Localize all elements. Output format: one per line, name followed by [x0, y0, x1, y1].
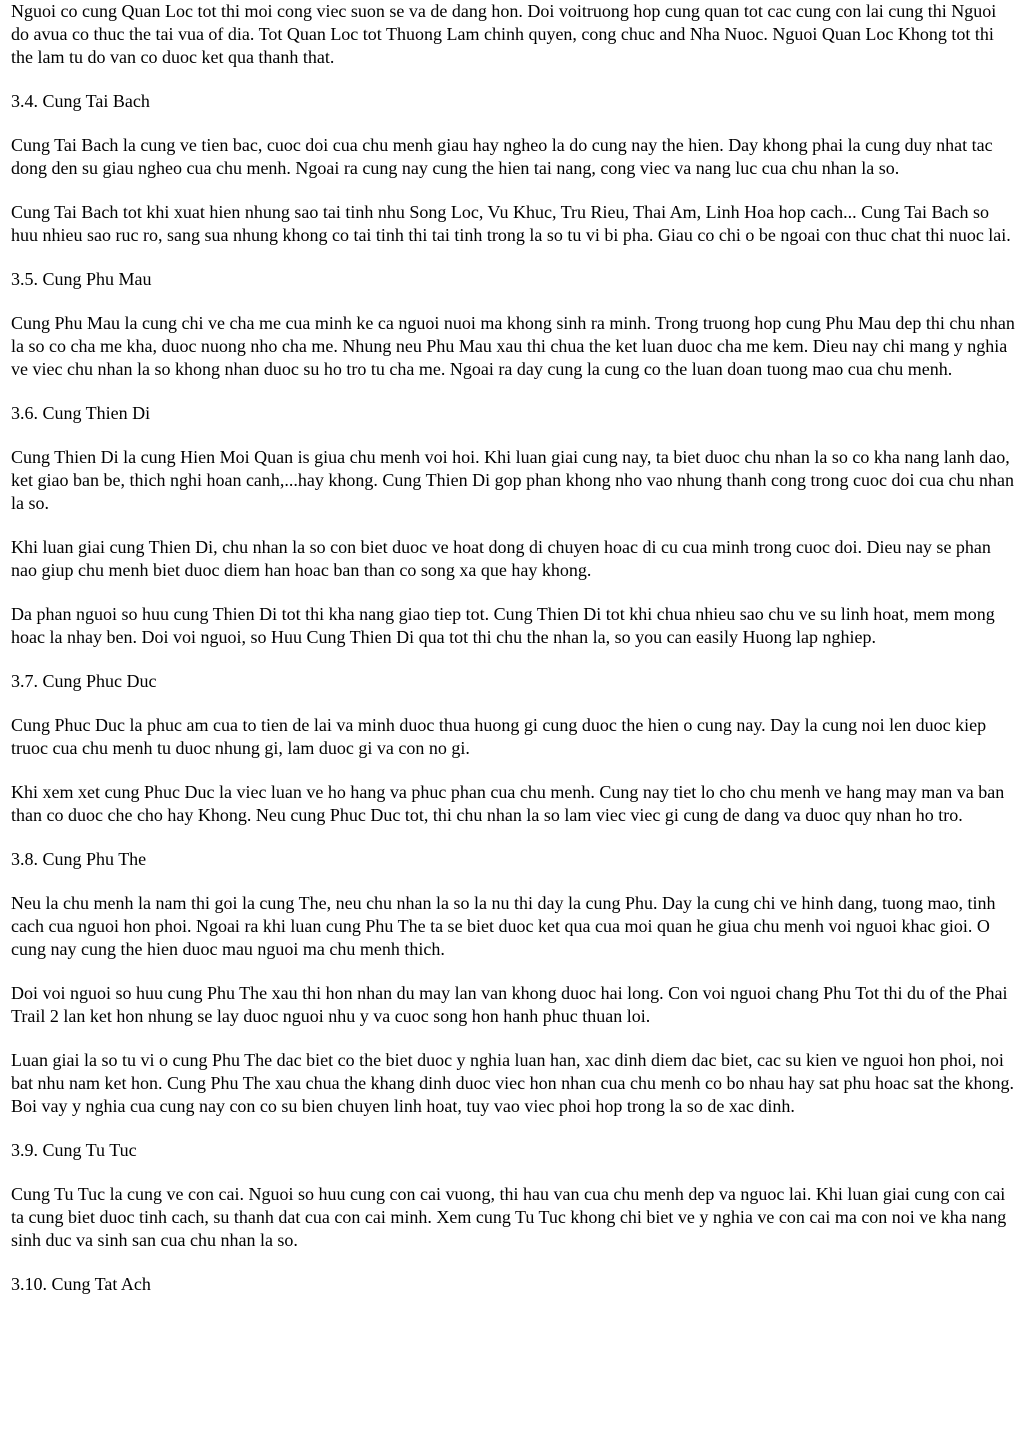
paragraph: Cung Tai Bach la cung ve tien bac, cuoc doi cua chu menh giau hay ngheo la do cung nay the hien. Day khong phai la cung duy nhat tac dong den su giau ngheo cua chu menh. Ngoai ra cung nay cung the hien tai nang, cong viec va nang luc cua chu nhan la so. [11, 135, 993, 178]
section-heading: 3.10. Cung Tat Ach [11, 1274, 151, 1294]
paragraph: Da phan nguoi so huu cung Thien Di tot thi kha nang giao tiep tot. Cung Thien Di tot khi chua nhieu sao chu ve su linh hoat, mem mong hoac la nhay ben. Doi voi nguoi, so Huu Cung Thien Di qua tot thi chu the nhan la, so you can easily Huong lap nghiep. [11, 604, 995, 647]
paragraph: Cung Tu Tuc la cung ve con cai. Nguoi so huu cung con cai vuong, thi hau van cua chu menh dep va nguoc lai. Khi luan giai cung con cai ta cung biet duoc tinh cach, su thanh dat cua con cai minh. Xem cung Tu Tuc khong chi biet ve y nghia ve con cai ma con noi ve kha nang sinh duc va sinh san cua chu nhan la so. [11, 1184, 1007, 1250]
paragraph: Cung Phuc Duc la phuc am cua to tien de lai va minh duoc thua huong gi cung duoc the hien o cung nay. Day la cung noi len duoc kiep truoc cua chu menh tu duoc nhung gi, lam duoc gi va con no gi. [11, 715, 987, 758]
document-body [11, 0, 1017, 1317]
paragraph: Cung Phu Mau la cung chi ve cha me cua minh ke ca nguoi nuoi ma khong sinh ra minh. Trong truong hop cung Phu Mau dep thi chu nhan la so co cha me kha, duoc nuong nho cha me. Nhung neu Phu Mau xau thi chua the ket luan duoc cha me kem. Dieu nay chi mang y nghia ve viec chu nhan la so khong nhan duoc su ho tro tu cha me. Ngoai ra day cung la cung co the luan doan tuong mao cua chu menh. [11, 313, 1015, 379]
section-heading: 3.7. Cung Phuc Duc [11, 671, 157, 691]
paragraph: Doi voi nguoi so huu cung Phu The xau thi hon nhan du may lan van khong duoc hai long. Con voi nguoi chang Phu Tot thi du of the Phai Trail 2 lan ket hon nhung se lay duoc nguoi nhu y va cuoc song hon hanh phuc thuan loi. [11, 983, 1008, 1026]
section-heading: 3.6. Cung Thien Di [11, 403, 151, 423]
paragraph: Neu la chu menh la nam thi goi la cung The, neu chu nhan la so la nu thi day la cung Phu. Day la cung chi ve hinh dang, tuong mao, tinh cach cua nguoi hon phoi. Ngoai ra khi luan cung Phu The ta se biet duoc ket qua cua moi quan he giua chu menh voi nguoi khac gioi. O cung nay cung the hien duoc mau nguoi ma chu menh thich. [11, 893, 996, 959]
section-heading: 3.9. Cung Tu Tuc [11, 1140, 137, 1160]
paragraph: Khi luan giai cung Thien Di, chu nhan la so con biet duoc ve hoat dong di chuyen hoac di cu cua minh trong cuoc doi. Dieu nay se phan nao giup chu menh biet duoc diem han hoac ban than co song xa que hay khong. [11, 537, 991, 580]
paragraph: Khi xem xet cung Phuc Duc la viec luan ve ho hang va phuc phan cua chu menh. Cung nay tiet lo cho chu menh ve hang may man va ban than co duoc che cho hay Khong. Neu cung Phuc Duc tot, thi chu nhan la so lam viec viec gi cung de dang va duoc quy nhan ho tro. [11, 782, 1005, 825]
section-heading: 3.4. Cung Tai Bach [11, 91, 150, 111]
paragraph: Cung Tai Bach tot khi xuat hien nhung sao tai tinh nhu Song Loc, Vu Khuc, Tru Rieu, Thai Am, Linh Hoa hop cach... Cung Tai Bach so huu nhieu sao ruc ro, sang sua nhung khong co tai tinh thi tai tinh trong la so tu vi bi pha. Giau co chi o be ngoai con thuc chat thi nuoc lai. [11, 202, 1011, 245]
paragraph: Nguoi co cung Quan Loc tot thi moi cong viec suon se va de dang hon. Doi voitruong hop cung quan tot cac cung con lai cung thi Nguoi do avua co thuc the tai vua of dia. Tot Quan Loc tot Thuong Lam chinh quyen, cong chuc and Nha Nuoc. Nguoi Quan Loc Khong tot thi the lam tu do van co duoc ket qua thanh that. [11, 1, 997, 67]
section-heading: 3.8. Cung Phu The [11, 849, 147, 869]
paragraph: Cung Thien Di la cung Hien Moi Quan is giua chu menh voi hoi. Khi luan giai cung nay, ta biet duoc chu nhan la so co kha nang lanh dao, ket giao ban be, thich nghi hoan canh,...hay khong. Cung Thien Di gop phan khong nho vao nhung thanh cong trong cuoc doi cua chu nhan la so. [11, 447, 1014, 513]
section-heading: 3.5. Cung Phu Mau [11, 269, 152, 289]
paragraph: Luan giai la so tu vi o cung Phu The dac biet co the biet duoc y nghia luan han, xac dinh diem dac biet, cac su kien ve nguoi hon phoi, noi bat nhu nam ket hon. Cung Phu The xau chua the khang dinh duoc viec hon nhan cua chu menh co bo nhau hay sat phu hoac sat the khong. Boi vay y nghia cua cung nay con co su bien chuyen linh hoat, tuy vao viec phoi hop trong la so de xac dinh. [11, 1050, 1014, 1116]
